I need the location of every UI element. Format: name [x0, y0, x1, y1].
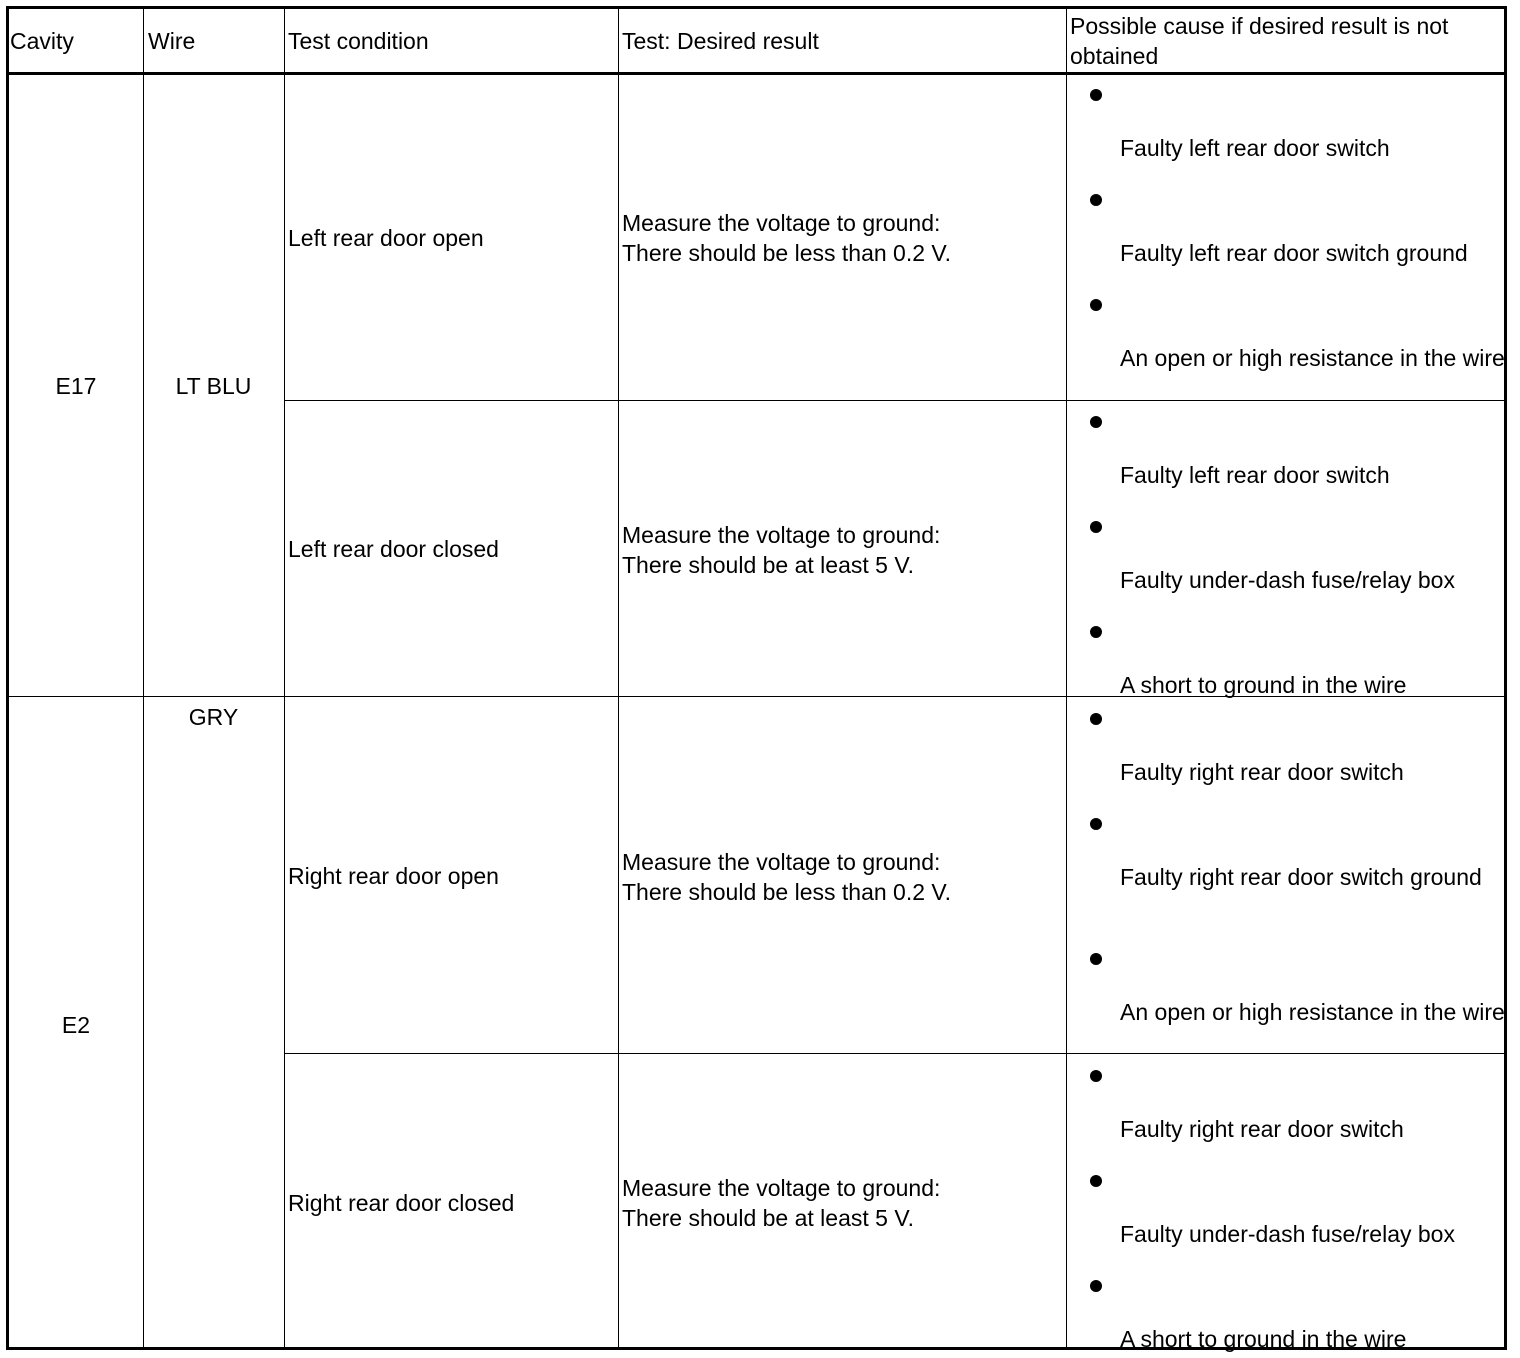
- cause-item: An open or high resistance in the wire: [1120, 345, 1505, 371]
- desired-result-line: Measure the voltage to ground:: [622, 849, 941, 875]
- header-desired-result: Test: Desired result: [622, 28, 819, 54]
- bullet-icon: [1090, 818, 1102, 830]
- diagnostic-table: [6, 6, 1507, 1350]
- cause-item: Faulty under-dash fuse/relay box: [1120, 567, 1455, 593]
- cause-item: Faulty under-dash fuse/relay box: [1120, 1221, 1455, 1247]
- row-divider: [284, 400, 1504, 401]
- column-divider: [1066, 9, 1067, 1347]
- column-divider: [284, 9, 285, 1347]
- bullet-icon: [1090, 416, 1102, 428]
- bullet-icon: [1090, 953, 1102, 965]
- bullet-icon: [1090, 1280, 1102, 1292]
- desired-result-line: There should be at least 5 V.: [622, 552, 914, 578]
- test-condition-cell: Left rear door closed: [288, 536, 499, 562]
- test-condition-cell: Right rear door closed: [288, 1190, 515, 1216]
- cause-item: Faulty left rear door switch ground: [1120, 240, 1468, 266]
- cause-item: A short to ground in the wire: [1120, 1326, 1407, 1352]
- wire-cell: LT BLU: [175, 373, 252, 399]
- bullet-icon: [1090, 521, 1102, 533]
- cause-item: An open or high resistance in the wire: [1120, 999, 1505, 1025]
- column-divider: [618, 9, 619, 1347]
- wire-cell: GRY: [188, 704, 239, 730]
- row-divider: [284, 1053, 1504, 1054]
- bullet-icon: [1090, 299, 1102, 311]
- header-wire: Wire: [148, 28, 196, 54]
- desired-result-line: There should be less than 0.2 V.: [622, 240, 952, 266]
- desired-result-line: Measure the voltage to ground:: [622, 1175, 941, 1201]
- cause-item: Faulty right rear door switch: [1120, 1116, 1404, 1142]
- bullet-icon: [1090, 89, 1102, 101]
- header-cavity: Cavity: [10, 28, 74, 54]
- header-test-condition: Test condition: [288, 28, 429, 54]
- desired-result-line: Measure the voltage to ground:: [622, 210, 941, 236]
- cause-item: A short to ground in the wire: [1120, 672, 1407, 698]
- column-divider: [143, 9, 144, 1347]
- header-divider: [9, 72, 1504, 75]
- cavity-cell: E2: [61, 1012, 91, 1038]
- cause-item: Faulty right rear door switch: [1120, 759, 1404, 785]
- bullet-icon: [1090, 194, 1102, 206]
- cavity-cell: E17: [55, 373, 97, 399]
- bullet-icon: [1090, 1070, 1102, 1082]
- bullet-icon: [1090, 1175, 1102, 1187]
- bullet-icon: [1090, 626, 1102, 638]
- header-possible-cause: Possible cause if desired result is not obtained: [1070, 13, 1449, 69]
- cause-item: Faulty left rear door switch: [1120, 135, 1390, 161]
- test-condition-cell: Right rear door open: [288, 863, 499, 889]
- cause-item: Faulty right rear door switch ground: [1120, 864, 1482, 890]
- desired-result-line: Measure the voltage to ground:: [622, 522, 941, 548]
- bullet-icon: [1090, 713, 1102, 725]
- desired-result-line: There should be at least 5 V.: [622, 1205, 914, 1231]
- cause-item: Faulty left rear door switch: [1120, 462, 1390, 488]
- test-condition-cell: Left rear door open: [288, 225, 484, 251]
- desired-result-line: There should be less than 0.2 V.: [622, 879, 952, 905]
